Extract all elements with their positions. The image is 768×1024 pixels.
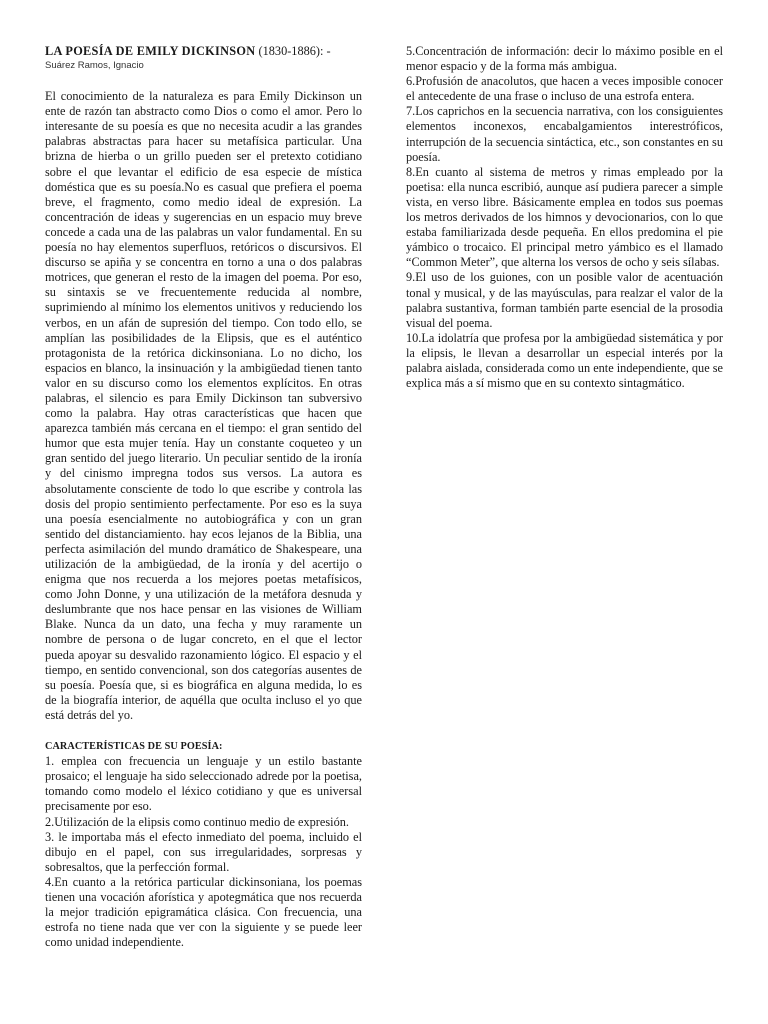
title-dates: (1830-1886): - (255, 44, 331, 58)
characteristic-item-9: 9.El uso de los guiones, con un posible valor de acentuación tonal y musical, y de las mayúsculas, para realzar el valor de la palabra sustantiva, forman también parte esencial de la prosodia visual del poema. (406, 270, 723, 330)
section-title: CARACTERÍSTICAS DE SU POESÍA: (45, 741, 223, 753)
document-title: LA POESÍA DE EMILY DICKINSON (45, 44, 256, 58)
characteristic-item-4: 4.En cuanto a la retórica particular dickinsoniana, los poemas tienen una vocación aforística y apotegmática que nos recuerda la mejor tradición epigramática clásica. Con frecuencia, una estrofa no tiene nada que ver con la siguiente y se puede leer como unidad independiente. (45, 874, 362, 950)
left-column (45, 44, 362, 950)
title-line (45, 44, 362, 59)
intro-paragraph: El conocimiento de la naturaleza es para Emily Dickinson un ente de razón tan abstracto como Dios o como el amor. Pero lo interesante de su poesía es que no necesita acudir a las grandes palabras abstractas para hacer su metafísica particular. Una brizna de hierba o un grillo pueden ser el pretexto cotidiano sobre el que levantar el edificio de esa especie de mística doméstica que es su poesía.No es casual que prefiera el poema breve, el fragmento, como medio ideal de expresión. La concentración de ideas y sugerencias en un espacio muy breve concede a cada una de las palabras un valor fundamental. En su poesía no hay elementos superfluos, retóricos o discursivos. El discurso se apiña y se concentra en torno a una o dos palabras motrices, que generan el resto de la imagen del poema. Por eso, su sintaxis se ve frecuentemente reducida al nombre, suprimiendo al mínimo los elementos unitivos y reduciendo los verbos, en un afán de supresión del tiempo. Con todo ello, se amplían las posibilidades de la Elipsis, que es el auténtico protagonista de la retórica dickinsoniana. Lo no dicho, los espacios en blanco, la insinuación y la ambigüedad tienen tanto valor en su discurso como los elementos explícitos. En otras palabras, el silencio es para Emily Dickinson tan subversivo como la palabra. Hay otras características que hacen que aparezca también más cercana en el tiempo: el gran sentido del humor que esta mujer tenía. Hay un constante coqueteo y un gran sentido del juego literario. Un peculiar sentido de la ironía y del cinismo impregna todos sus versos. La autora es absolutamente consciente de todo lo que escribe y controla las dosis del propio sentimiento perfectamente. Por eso es la suya una poesía esencialmente no autobiográfica y con un gran sentido del distanciamiento. hay ecos lejanos de la Biblia, una perfecta asimilación del mundo dramático de Shakespeare, una utilización de la ambigüedad, de la ironía y del acertijo o enigma que nos recuerda a los mejores poetas metafísicos, como John Donne, y una utilización de la metáfora desnuda y deslumbrante que nos hace pensar en las visiones de William Blake. Nunca da un dato, una fecha y muy raramente un nombre de persona o de lugar concreto, en el que el lector pueda apoyar su desvalido razonamiento lógico. El espacio y el tiempo, en sentido convencional, son dos categorías ausentes de su poesía. Poesía que, si es biográfica en alguna medida, lo es de la biografía interior, de aquélla que oculta incluso el yo que está detrás del yo. (45, 89, 362, 722)
right-column (406, 44, 723, 391)
characteristic-item-10: 10.La idolatría que profesa por la ambigüedad sistemática y por la elipsis, le llevan a desarrollar un especial interés por la palabra aislada, considerada como un ente independiente, que se explica más a sí mismo que en su contexto sintagmático. (406, 330, 723, 391)
characteristic-item-1: 1. emplea con frecuencia un lenguaje y un estilo bastante prosaico; el lenguaje ha sido seleccionado adrede por la poetisa, tomando como modelo el léxico cotidiano y que es universal precisamente por eso. (45, 754, 362, 814)
characteristic-item-3: 3. le importaba más el efecto inmediato del poema, incluido el dibujo en el papel, con sus irregularidades, sorpresas y sobresaltos, que la perfección formal. (45, 829, 362, 874)
characteristic-item-2: 2.Utilización de la elipsis como continuo medio de expresión. (45, 814, 349, 829)
characteristic-item-5: 5.Concentración de información: decir lo máximo posible en el menor espacio y de la forma más ambigua. (406, 44, 723, 74)
characteristic-item-8: 8.En cuanto al sistema de metros y rimas empleado por la poetisa: ella nunca escribió, aunque así pudiera parecer a simple vista, en verso libre. Básicamente emplea en todos sus poemas los metros derivados de los himnos y devocionarios, con lo que estaba familiarizada desde pequeña. En ellos predomina el pie yámbico o trocaico. El principal metro yámbico es el llamado “Common Meter”, que alterna los versos de ocho y seis sílabas. (406, 164, 723, 270)
author-name: Suárez Ramos, Ignacio (45, 60, 144, 72)
characteristic-item-7: 7.Los caprichos en la secuencia narrativa, con los consiguientes elementos inconexos, encabalgamientos interestróficos, interrupción de la secuencia sintáctica, etc., son constantes en su poesía. (406, 104, 723, 164)
characteristic-item-6: 6.Profusión de anacolutos, que hacen a veces imposible conocer el antecedente de una frase o incluso de una estrofa entera. (406, 74, 723, 104)
